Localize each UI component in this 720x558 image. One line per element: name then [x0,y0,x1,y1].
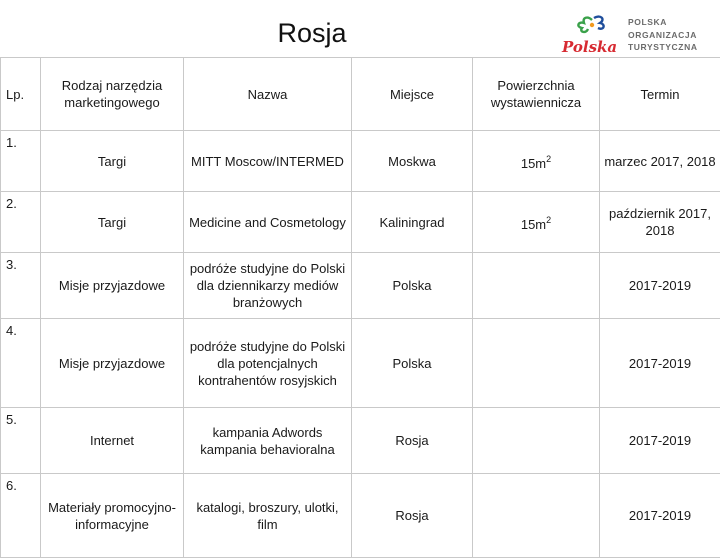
cell-name: podróże studyjne do Polski dla potencjalnych kontrahentów rosyjskich [184,319,352,408]
cell-place: Rosja [352,474,473,558]
cell-area [473,253,600,319]
cell-lp: 4. [1,319,41,408]
cell-area [473,408,600,474]
cell-place: Moskwa [352,131,473,192]
cell-term: październik 2017, 2018 [600,192,720,253]
cell-lp: 2. [1,192,41,253]
cell-term: 2017-2019 [600,408,720,474]
table-row [1,131,720,192]
cell-term: 2017-2019 [600,474,720,558]
table-row [1,253,720,319]
area-unit-sup: 2 [546,215,551,225]
header-place: Miejsce [352,58,473,131]
svg-text:Polska: Polska [561,38,617,56]
cell-name: Medicine and Cosmetology [184,192,352,253]
cell-lp: 5. [1,408,41,474]
logo-text [628,16,698,54]
cell-place: Polska [352,253,473,319]
header-term: Termin [600,58,720,131]
page-title: Rosja [0,18,624,49]
cell-area [473,192,600,253]
cell-tool: Misje przyjazdowe [41,253,184,319]
table-row [1,319,720,408]
logo-line: ORGANIZACJA [628,29,698,42]
header-area: Powierzchnia wystawiennicza [473,58,600,131]
area-unit-sup: 2 [546,154,551,164]
cell-area [473,131,600,192]
table-row [1,408,720,474]
cell-name: podróże studyjne do Polski dla dziennikarzy mediów branżowych [184,253,352,319]
header-tool: Rodzaj narzędzia marketingowego [41,58,184,131]
marketing-table [0,57,720,558]
cell-tool: Targi [41,192,184,253]
cell-area [473,474,600,558]
cell-tool: Internet [41,408,184,474]
cell-name: kampania Adwords kampania behavioralna [184,408,352,474]
logo-line: TURYSTYCZNA [628,41,698,54]
area-value: 15m [521,217,546,232]
cell-tool: Misje przyjazdowe [41,319,184,408]
cell-term: 2017-2019 [600,319,720,408]
cell-lp: 6. [1,474,41,558]
area-value: 15m [521,156,546,171]
cell-lp: 1. [1,131,41,192]
cell-name: MITT Moscow/INTERMED [184,131,352,192]
cell-term: 2017-2019 [600,253,720,319]
header-lp: Lp. [1,58,41,131]
table-row [1,474,720,558]
table-row [1,192,720,253]
polska-wordmark [560,28,624,58]
cell-area [473,319,600,408]
logo-line: POLSKA [628,16,698,29]
pot-logo [560,12,710,58]
cell-lp: 3. [1,253,41,319]
cell-place: Rosja [352,408,473,474]
cell-term: marzec 2017, 2018 [600,131,720,192]
cell-tool: Materiały promocyjno-informacyjne [41,474,184,558]
cell-place: Kaliningrad [352,192,473,253]
cell-place: Polska [352,319,473,408]
cell-tool: Targi [41,131,184,192]
cell-name: katalogi, broszury, ulotki, film [184,474,352,558]
table-header-row [1,58,720,131]
header-name: Nazwa [184,58,352,131]
